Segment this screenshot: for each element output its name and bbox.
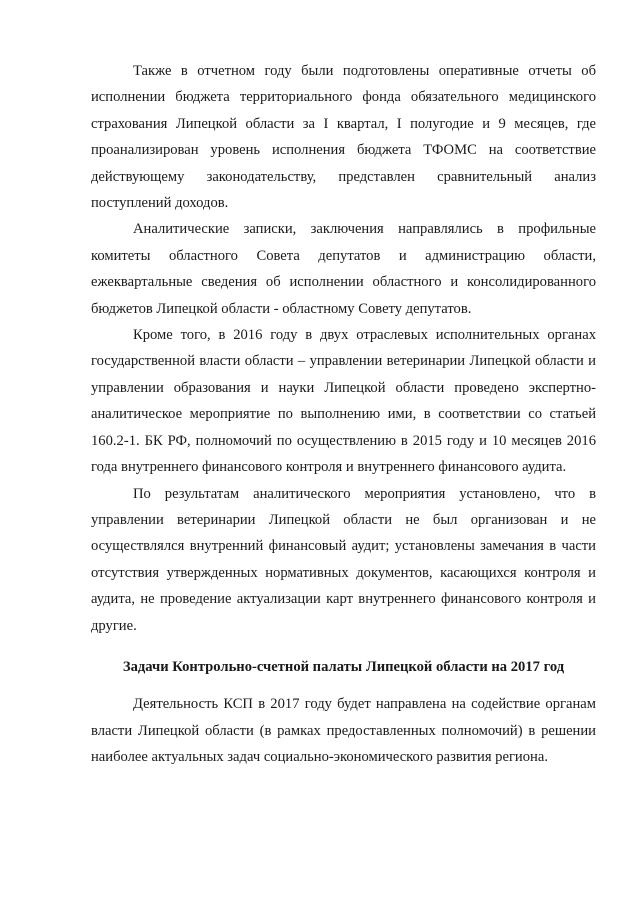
- paragraph-analytical-notes: Аналитические записки, заключения направлялись в профильные комитеты областного Совета депутатов и администрацию области, ежеквартальные сведения об исполнении областного и консолидированного бюджетов Липецкой области - областному Совету депутатов.: [91, 221, 596, 317]
- paragraph-activity-2017: Деятельность КСП в 2017 году будет направлена на содействие органам власти Липецкой области (в рамках предоставленных полномочий) в решении наиболее актуальных задач социально-экономического развития региона.: [91, 696, 596, 766]
- paragraph-reports: Также в отчетном году были подготовлены оперативные отчеты об исполнении бюджета территориального фонда обязательного медицинского страхования Липецкой области за I квартал, I полугодие и 9 месяцев, где проанализирован уровень исполнения бюджета ТФОМС на соответствие действующему законодательству, представлен сравнительный анализ поступлений доходов.: [91, 63, 596, 212]
- paragraph-results: По результатам аналитического мероприятия установлено, что в управлении ветеринарии Липецкой области не был организован и не осуществлялся внутренний финансовый аудит; установлены замечания в части отсутствия утвержденных нормативных документов, касающихся контроля и аудита, не проведение актуализации карт внутреннего финансового контроля и другие.: [91, 485, 596, 634]
- paragraph-expert-analysis: Кроме того, в 2016 году в двух отраслевых исполнительных органах государственной власти области – управлении ветеринарии Липецкой области и управлении образования и науки Липецкой области проведено экспертно-аналитическое мероприятие по выполнению ими, в соответствии со статьей 160.2-1. БК РФ, полномочий по осуществлению в 2015 году и 10 месяцев 2016 года внутреннего финансового контроля и внутреннего финансового аудита.: [91, 327, 596, 476]
- section-heading: Задачи Контрольно-счетной палаты Липецкой области на 2017 год: [122, 658, 565, 675]
- document-body: [91, 58, 596, 771]
